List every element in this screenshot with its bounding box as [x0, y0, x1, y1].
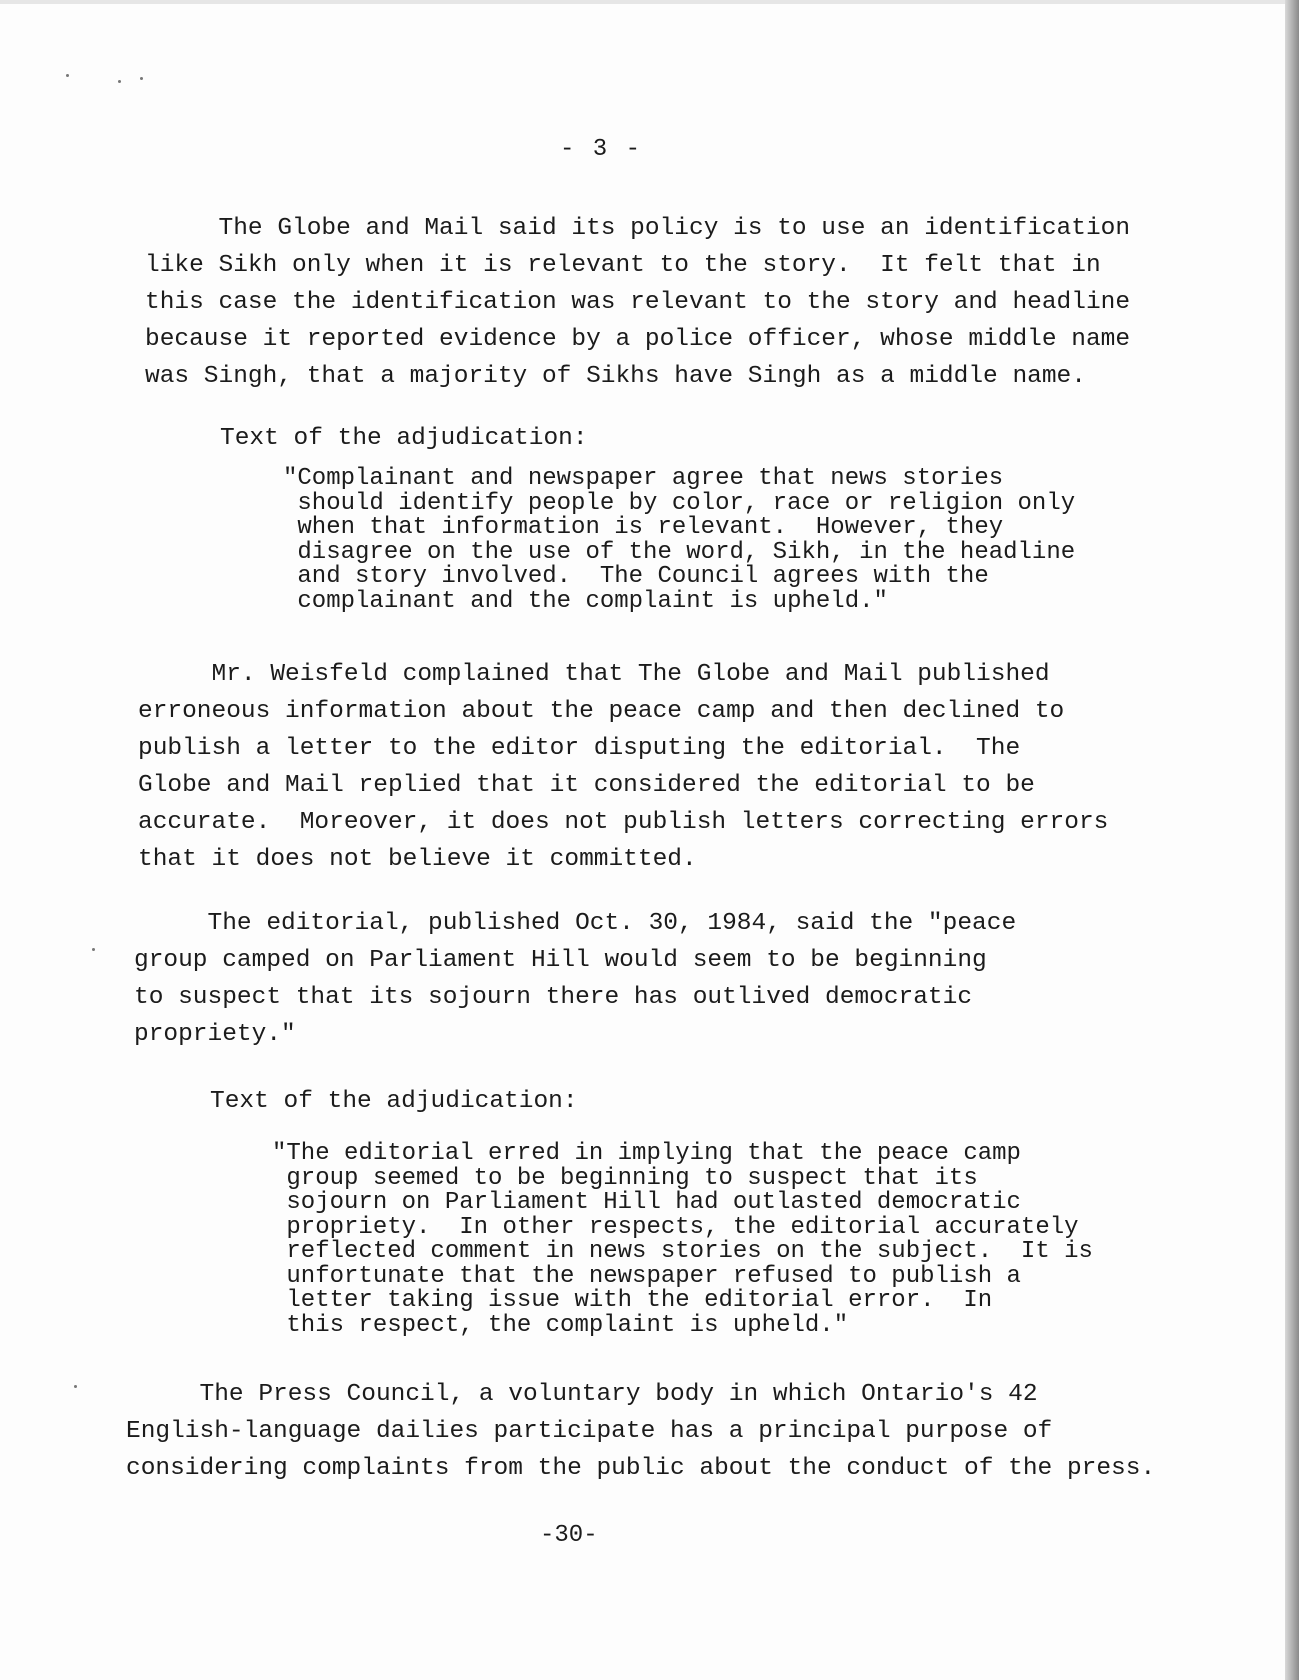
scan-speck	[92, 948, 95, 951]
scan-speck	[66, 74, 69, 77]
page-right-edge-shadow	[1285, 0, 1299, 1680]
page-top-edge	[0, 0, 1299, 4]
adjudication-heading-2: Text of the adjudication:	[210, 1088, 578, 1115]
scan-speck	[74, 1385, 77, 1388]
adjudication-quote-1: "Complainant and newspaper agree that news stories should identify people by color, race or religion only when that information is relevant. However, they disagree on the use of the word, Sikh, in the headline and story involved. The Council agrees with the complainant and the complaint is upheld."	[283, 465, 1076, 615]
editorial-paragraph: The editorial, published Oct. 30, 1984, said the "peace group camped on Parliament Hill would seem to be beginning to suspect that its sojourn there has outlived democratic propriety."	[134, 910, 1017, 1048]
scan-speck	[140, 77, 143, 80]
page-number-top: - 3 -	[560, 136, 643, 163]
page-number-bottom: -30-	[540, 1522, 598, 1549]
adjudication-quote-2: "The editorial erred in implying that the peace camp group seemed to be beginning to suspect that its sojourn on Parliament Hill had outlasted democratic propriety. In other respects, the editorial accurately reflected comment in news stories on the subject. It is unfortunate that the newspaper refused to publish a letter taking issue with the editorial error. In this respect, the complaint is upheld."	[272, 1140, 1093, 1339]
adjudication-heading-1: Text of the adjudication:	[220, 425, 588, 452]
press-council-paragraph: The Press Council, a voluntary body in which Ontario's 42 English-language dailies participate has a principal purpose of considering complaints from the public about the conduct of the press.	[126, 1381, 1156, 1482]
globe-policy-paragraph: The Globe and Mail said its policy is to use an identification like Sikh only when it is relevant to the story. It felt that in this case the identification was relevant to the story and headline because it reported evidence by a police officer, whose middle name was Singh, that a majority of Sikhs have Singh as a middle name.	[145, 215, 1131, 390]
weisfeld-complaint-paragraph: Mr. Weisfeld complained that The Globe and Mail published erroneous information about the peace camp and then declined to publish a letter to the editor disputing the editorial. The Globe and Mail replied that it considered the editorial to be accurate. Moreover, it does not publish letters correcting errors that it does not believe it committed.	[138, 661, 1109, 873]
scan-speck	[118, 80, 121, 83]
